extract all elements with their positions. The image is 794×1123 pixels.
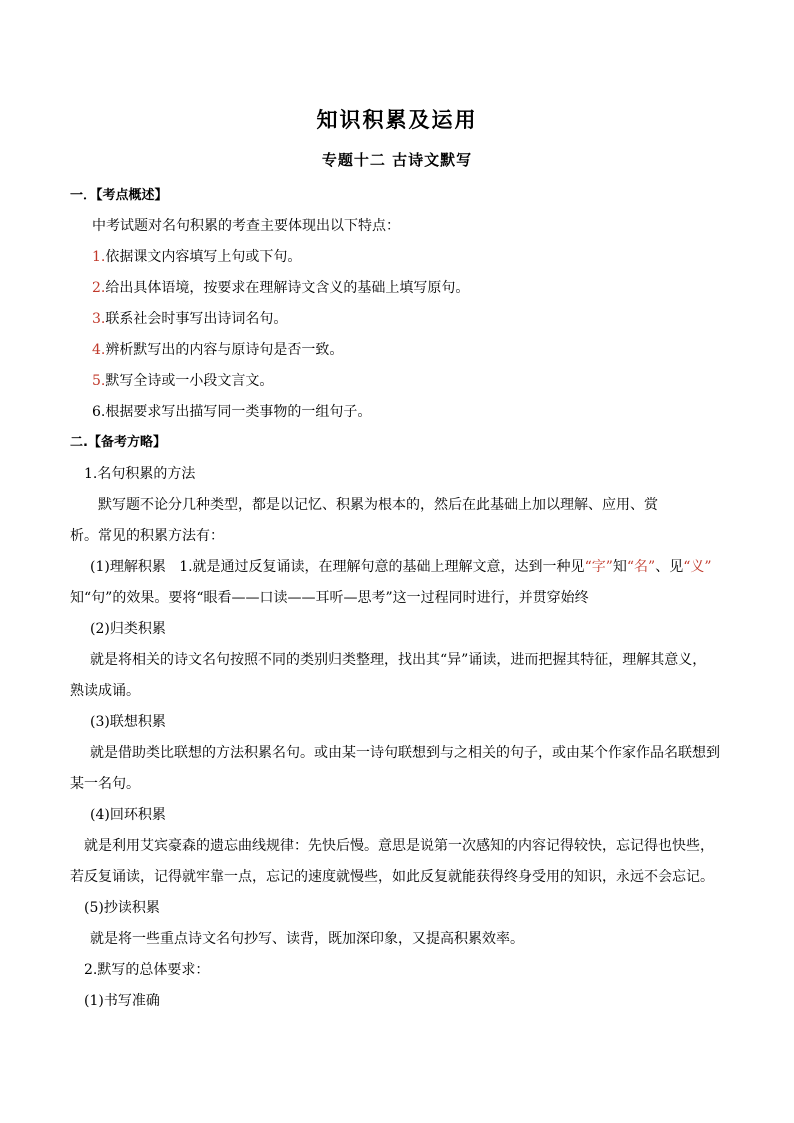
section1-heading: 一．【考点概述】 — [70, 188, 168, 203]
point-number: 5. — [92, 373, 106, 389]
point-2 — [92, 279, 469, 297]
paragraph-line: 若反复诵读，记得就牢靠一点，忘记的速度就慢些，如此反复就能获得终身受用的知识，永远不会忘记。 — [70, 869, 714, 885]
method-2-label: (2)归类积累 — [90, 621, 166, 637]
paragraph-line: 熟读成诵。 — [70, 683, 140, 699]
paragraph-line: 就是将相关的诗文名句按照不同的类别归类整理，找出其“异”诵读，进而把握其特征，理解其意义， — [90, 652, 707, 668]
quote-zi: “字” — [584, 559, 613, 575]
method-3-label: (3)联想积累 — [90, 714, 166, 730]
requirement-1: (1)书写准确 — [84, 993, 160, 1009]
point-5 — [92, 372, 273, 390]
point-6 — [92, 403, 371, 421]
paragraph-line: 就是将一些重点诗文名句抄写、读背，既加深印象，又提高积累效率。 — [90, 931, 524, 947]
point-text: 辨析默写出的内容与原诗句是否一致。 — [105, 342, 344, 358]
paragraph-line: 析。常见的积累方法有： — [70, 528, 224, 544]
section1-intro: 中考试题对名句积累的考查主要体现出以下特点： — [92, 218, 400, 234]
method-label: (1)理解积累 — [90, 559, 166, 575]
point-number: 1. — [92, 249, 106, 265]
method-1-line: (1)理解积累 1.就是通过反复诵读，在理解句意的基础上理解文意，达到一种见“字”知“名”、见“义” — [90, 559, 712, 575]
page-subtitle: 专题十二 古诗文默写 — [321, 151, 473, 169]
point-text: 根据要求写出描写同一类事物的一组句子。 — [105, 404, 372, 420]
point-number: 3. — [92, 311, 106, 327]
paragraph-line: 默写题不论分几种类型，都是以记忆、积累为根本的，然后在此基础上加以理解、应用、赏 — [98, 497, 658, 513]
quote-ming: “名” — [626, 559, 656, 575]
paragraph-line: 知“句”的效果。要将“眼看——口读——耳听—思考”这一过程同时进行，并贯穿始终 — [70, 590, 589, 606]
point-number: 4. — [92, 342, 106, 358]
point-text: 依据课文内容填写上句或下句。 — [105, 249, 302, 265]
paragraph-line: 就是借助类比联想的方法积累名句。或由某一诗句联想到与之相关的句子，或由某个作家作品名联想到 — [90, 745, 720, 761]
paragraph-line: 某一名句。 — [70, 776, 140, 792]
point-3 — [92, 310, 287, 328]
point-text: 联系社会时事写出诗词名句。 — [105, 311, 288, 327]
point-number: 2. — [92, 280, 106, 296]
page-title: 知识积累及运用 — [316, 108, 478, 132]
method-5-label: (5)抄读积累 — [84, 900, 160, 916]
point-text: 给出具体语境，按要求在理解诗文含义的基础上填写原句。 — [105, 280, 470, 296]
subheading-methods: 1.名句积累的方法 — [84, 466, 196, 482]
method-4-label: (4)回环积累 — [90, 807, 166, 823]
point-text: 默写全诗或一小段文言文。 — [105, 373, 274, 389]
section2-heading: 二.【备考方略】 — [70, 435, 166, 450]
point-4 — [92, 341, 343, 359]
point-1 — [92, 248, 301, 266]
method-text: 1.就是通过反复诵读，在理解句意的基础上理解文意，达到一种见 — [179, 559, 585, 575]
subheading-requirements: 2.默写的总体要求： — [84, 962, 210, 978]
paragraph-line: 就是利用艾宾豪森的遗忘曲线规律：先快后慢。意思是说第一次感知的内容记得较快，忘记得也快些， — [84, 838, 714, 854]
point-number: 6. — [92, 404, 106, 420]
quote-yi: “义” — [683, 559, 712, 575]
